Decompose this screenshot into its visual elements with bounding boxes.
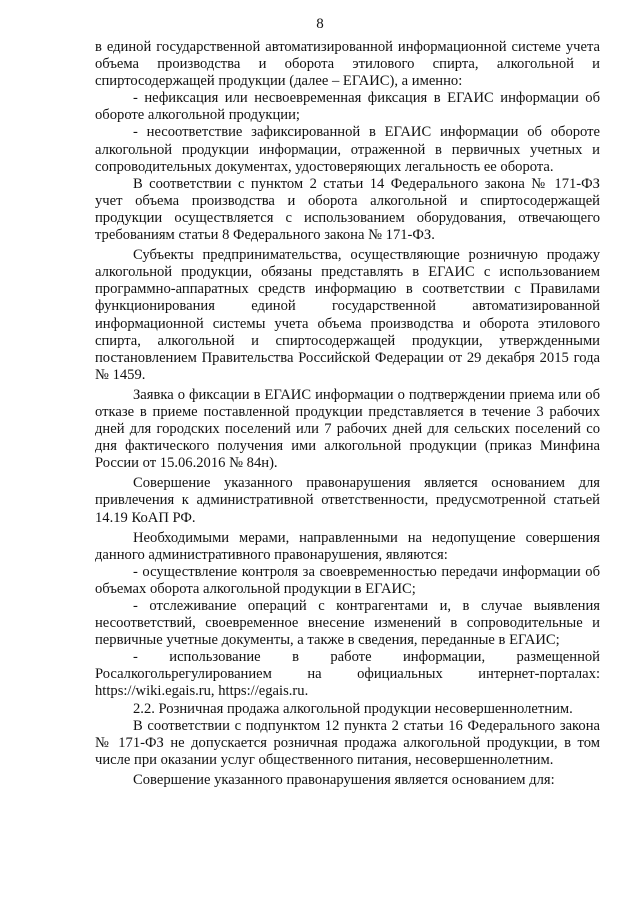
paragraph: - отслеживание операций с контрагентами и, в случае выявления несоответствий, своевременное внесение изменений в сопроводительные и первичные учетные документы, а также в сведения, переданные в ЕГАИС; [95, 598, 600, 649]
paragraph: В соответствии с подпунктом 12 пункта 2 статьи 16 Федерального закона № 171-ФЗ не допускается розничная продажа алкогольной продукции, в том числе при оказании услуг общественного питания, несовершеннолетним. [95, 717, 600, 768]
paragraph: - несоответствие зафиксированной в ЕГАИС информации об обороте алкогольной продукции информации, отраженной в первичных учетных и сопроводительных документах, удостоверяющих легальность ее оборота. [95, 124, 600, 175]
page-number: 8 [316, 16, 324, 32]
paragraph: В соответствии с пунктом 2 статьи 14 Федерального закона № 171-ФЗ учет объема производства и оборота алкогольной и спиртосодержащей продукции осуществляется с использованием оборудования, отвечающего требованиям статьи 8 Федерального закона № 171-ФЗ. [95, 175, 600, 244]
paragraph: в единой государственной автоматизированной информационной системе учета объема производства и оборота этилового спирта, алкогольной и спиртосодержащей продукции (далее – ЕГАИС), а именно: [95, 39, 600, 90]
paragraph: - использование в работе информации, размещенной Росалкогольрегулированием на официальных интернет-порталах: https://wiki.egais.ru, https://egais.ru. [95, 649, 600, 700]
paragraph: - нефиксация или несвоевременная фиксация в ЕГАИС информации об обороте алкогольной продукции; [95, 90, 600, 124]
paragraph: Заявка о фиксации в ЕГАИС информации о подтверждении приема или об отказе в приеме поставленной продукции представляется в течение 3 рабочих дней для городских поселений или 7 рабочих дней для сельских поселений со дня фактического получения ими алкогольной продукции (приказ Минфина России от 15.06.2016 № 84н). [95, 386, 600, 472]
document-body [95, 39, 600, 789]
paragraph: Субъекты предпринимательства, осуществляющие розничную продажу алкогольной продукции, обязаны представлять в ЕГАИС с использованием программно-аппаратных средств информацию в соответствии с Правилами функционирования единой государственной автоматизированной информационной системы учета объема производства и оборота этилового спирта, алкогольной и спиртосодержащей продукции, утвержденными постановлением Правительства Российской Федерации от 29 декабря 2015 года № 1459. [95, 247, 600, 383]
paragraph: Совершение указанного правонарушения является основанием для привлечения к административной ответственности, предусмотренной статьей 14.19 КоАП РФ. [95, 475, 600, 526]
paragraph: - осуществление контроля за своевременностью передачи информации об объемах оборота алкогольной продукции в ЕГАИС; [95, 563, 600, 597]
paragraph: Совершение указанного правонарушения является основанием для: [133, 771, 555, 788]
paragraph: Необходимыми мерами, направленными на недопущение совершения данного административного правонарушения, являются: [95, 529, 600, 563]
paragraph: 2.2. Розничная продажа алкогольной продукции несовершеннолетним. [133, 700, 573, 717]
